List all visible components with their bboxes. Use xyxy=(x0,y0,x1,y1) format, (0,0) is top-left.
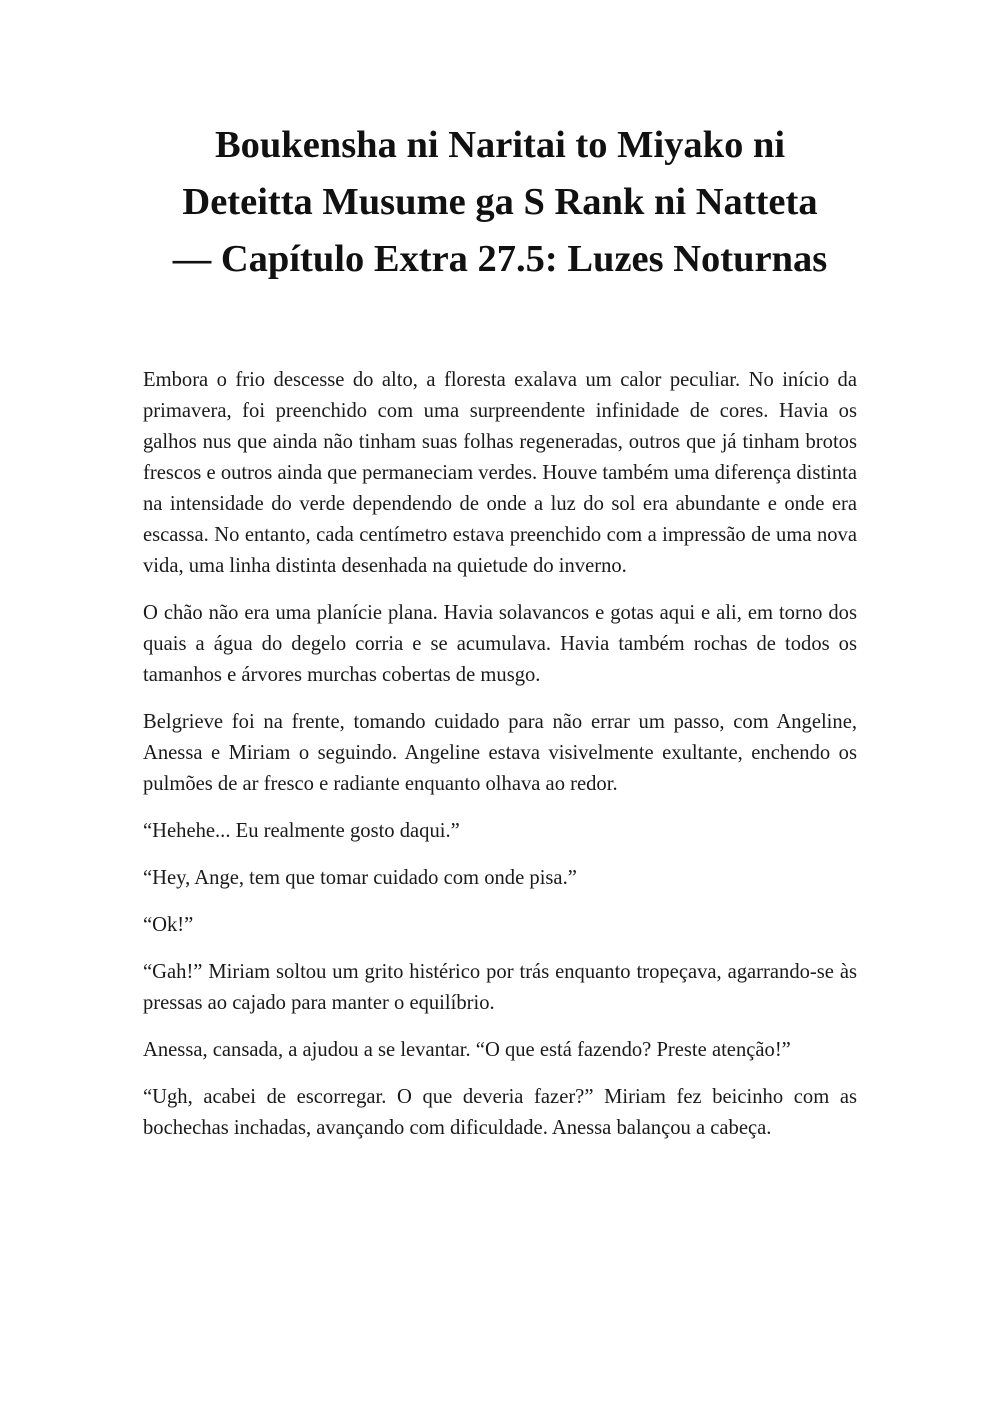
dialogue-line: “Ok!” xyxy=(143,914,194,936)
paragraph: “Gah!” Miriam soltou um grito histérico por trás enquanto tropeçava, agarrando-se às pressas ao cajado para manter o equilíbrio. xyxy=(143,961,857,1014)
paragraph: Belgrieve foi na frente, tomando cuidado para não errar um passo, com Angeline, Anessa e Miriam o seguindo. Angeline estava visivelmente exultante, enchendo os pulmões de ar fresco e radiante enquanto olhava ao redor. xyxy=(143,711,857,795)
title-line-3: — Capítulo Extra 27.5: Luzes Noturnas xyxy=(172,238,828,280)
paragraph: “Ugh, acabei de escorregar. O que deveria fazer?” Miriam fez beicinho com as bochechas inchadas, avançando com dificuldade. Anessa balançou a cabeça. xyxy=(143,1086,857,1139)
chapter-body xyxy=(143,365,857,1160)
dialogue-line: “Hehehe... Eu realmente gosto daqui.” xyxy=(143,820,460,842)
title-line-2: Deteitta Musume ga S Rank ni Natteta xyxy=(182,181,818,223)
paragraph: O chão não era uma planície plana. Havia solavancos e gotas aqui e ali, em torno dos quais a água do degelo corria e se acumulava. Havia também rochas de todos os tamanhos e árvores murchas cobertas de musgo. xyxy=(143,602,857,686)
chapter-title xyxy=(120,117,880,288)
paragraph: Anessa, cansada, a ajudou a se levantar. “O que está fazendo? Preste atenção!” xyxy=(143,1039,791,1061)
paragraph: Embora o frio descesse do alto, a floresta exalava um calor peculiar. No início da primavera, foi preenchido com uma surpreendente infinidade de cores. Havia os galhos nus que ainda não tinham suas folhas regeneradas, outros que já tinham brotos frescos e outros ainda que permaneciam verdes. Houve também uma diferença distinta na intensidade do verde dependendo de onde a luz do sol era abundante e onde era escassa. No entanto, cada centímetro estava preenchido com a impressão de uma nova vida, uma linha distinta desenhada na quietude do inverno. xyxy=(143,369,857,577)
title-line-1: Boukensha ni Naritai to Miyako ni xyxy=(214,124,786,166)
dialogue-line: “Hey, Ange, tem que tomar cuidado com onde pisa.” xyxy=(143,867,577,889)
